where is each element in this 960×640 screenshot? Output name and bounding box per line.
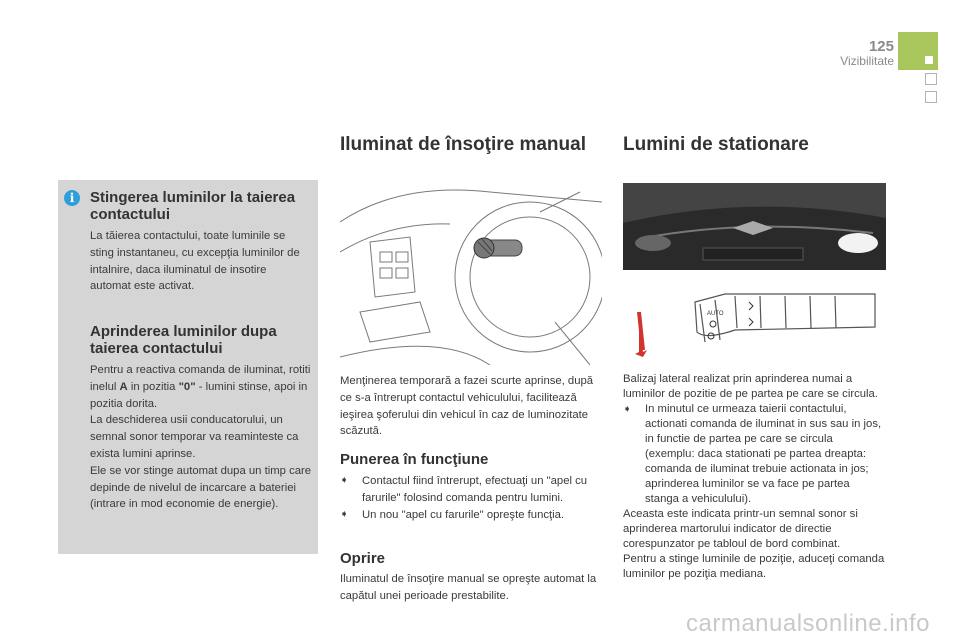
chapter-tab-empty	[925, 73, 937, 85]
stalk-auto-label: AUTO	[707, 311, 724, 317]
info-block2-p1: Pentru a reactiva comanda de iluminat, rotiti inelul A in pozitia "0" - lumini stinse, apoi in pozitia dorita.	[90, 364, 311, 410]
page-number: 125	[868, 38, 894, 55]
info-block1-text: La tăierea contactului, toate luminile se sting instantaneu, cu excepţia luminilor de intalnire, daca iluminatul de insotire automat este activat.	[90, 230, 300, 293]
chapter-tab-empty	[925, 91, 937, 103]
info-block1-title: Stingerea luminilor la taierea contactului	[90, 189, 296, 223]
middle-bullets	[340, 473, 605, 523]
right-text	[623, 372, 885, 582]
right-intro: Balizaj lateral realizat prin aprinderea numai a luminilor de pozitie de pe partea pe care se circula.	[623, 373, 878, 400]
section-title: Vizibilitate	[840, 54, 894, 68]
list-item: ➧ Contactul fiind întrerupt, efectuaţi un "apel cu farurile" folosind comanda pentru lumini.	[340, 475, 588, 504]
list-item: ➧ Un nou "apel cu farurile" opreşte funcţia.	[340, 507, 605, 524]
info-block2-text	[90, 362, 314, 513]
middle-intro: Menţinerea temporară a fazei scurte aprinse, după ce s-a întrerupt contactul vehiculului, facilitează ieşirea şoferului din vehicul în caz de luminozitate scăzută.	[340, 375, 594, 438]
info-block2-p2: La deschiderea usii conducatorului, un semnal sonor temporar va reaminteste ca exista lumini aprinse.	[90, 414, 299, 460]
chapter-tab-marker	[925, 56, 933, 64]
right-paragraph-2: Aceasta este indicata printr-un semnal sonor si aprinderea martorului indicator de directie corespunzator pe tabloul de bord combinat.	[623, 508, 858, 550]
info-block2-p3: Ele se vor stinge automat dupa un timp care depinde de nivelul de incarcare a bateriei (intrare in mod economie de energie).	[90, 464, 312, 511]
lighting-stalk-illustration	[625, 282, 885, 362]
right-heading: Lumini de stationare	[623, 134, 809, 155]
arrow-icon: ➧	[340, 475, 349, 486]
list-item: ➧ In minutul ce urmeaza taierii contactului, actionati comanda de iluminat in sus sau in jos, in functie de partea pe care se circula (exemplu: daca stationati pe partea dreapta: comanda de iluminat trebuie actionata in jos; aprinderea luminilor se va face pe partea stanga a vehiculului).	[623, 403, 882, 505]
info-block2-title: Aprinderea luminilor dupa taierea contactului	[90, 323, 277, 357]
arrow-icon: ➧	[623, 404, 632, 415]
right-paragraph-3: Pentru a stinge luminile de poziţie, aduceţi comanda luminilor pe poziţia mediana.	[623, 553, 885, 580]
middle-heading: Iluminat de însoţire manual	[340, 134, 586, 155]
middle-sub-stop: Oprire	[340, 550, 386, 567]
chapter-tab	[898, 32, 938, 70]
middle-stop-text: Iluminatul de însoţire manual se opreşte automat la capătul unei perioade prestabilite.	[340, 573, 597, 602]
car-front-photo	[623, 183, 886, 270]
arrow-icon: ➧	[340, 508, 349, 520]
info-icon: i	[64, 190, 80, 206]
middle-sub-activation: Punerea în funcţiune	[340, 451, 489, 468]
dashboard-illustration	[340, 182, 602, 365]
watermark: carmanualsonline.info	[686, 610, 930, 637]
